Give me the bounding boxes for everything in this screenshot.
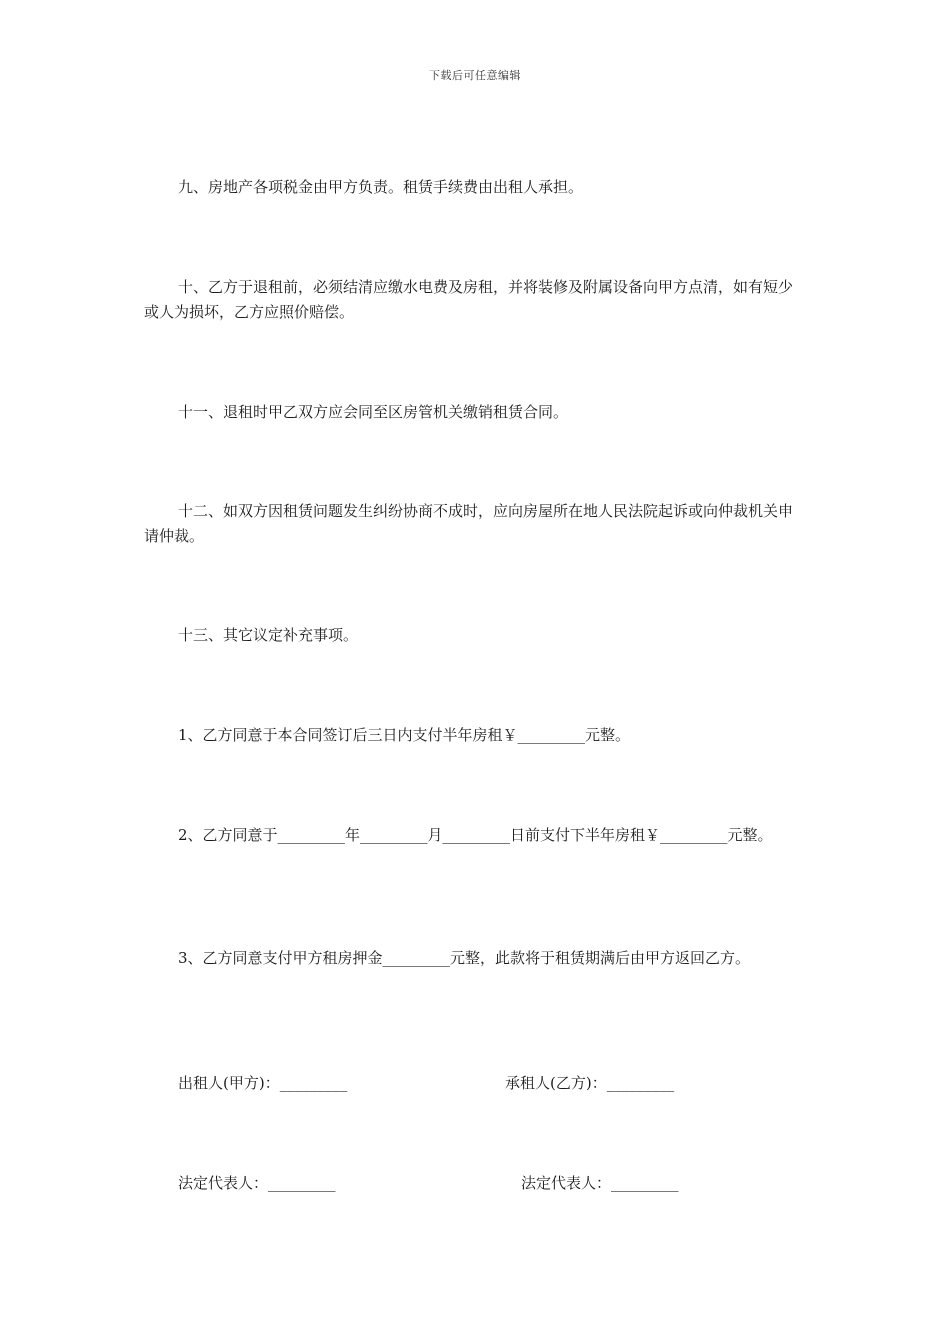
clause-10: 十、乙方于退租前，必须结清应缴水电费及房租，并将装修及附属设备向甲方点清，如有短少或人为损坏，乙方应照价赔偿。 <box>144 278 794 321</box>
lessee-representative-signature: 法定代表人：_________ <box>521 1174 679 1192</box>
clause-12: 十二、如双方因租赁问题发生纠纷协商不成时，应向房屋所在地人民法院起诉或向仲裁机关申请仲裁。 <box>144 502 794 545</box>
supplement-1: 1、乙方同意于本合同签订后三日内支付半年房租￥_________元整。 <box>178 726 631 744</box>
signature-row-representatives <box>0 1171 950 1196</box>
supplement-2: 2、乙方同意于_________年_________月_________日前支付下半年房租￥_________元整。 <box>178 826 773 844</box>
signature-row-parties <box>0 1071 950 1096</box>
clause-13: 十三、其它议定补充事项。 <box>178 626 359 644</box>
lessee-signature: 承租人(乙方)：_________ <box>505 1074 675 1092</box>
lessor-signature: 出租人(甲方)：_________ <box>178 1074 348 1092</box>
supplement-3: 3、乙方同意支付甲方租房押金_________元整，此款将于租赁期满后由甲方返回乙方。 <box>178 949 751 967</box>
clause-9: 九、房地产各项税金由甲方负责。租赁手续费由出租人承担。 <box>178 178 584 196</box>
lessor-representative-signature: 法定代表人：_________ <box>178 1174 336 1192</box>
header-note: 下载后可任意编辑 <box>429 69 521 82</box>
clause-11: 十一、退租时甲乙双方应会同至区房管机关缴销租赁合同。 <box>178 403 569 421</box>
